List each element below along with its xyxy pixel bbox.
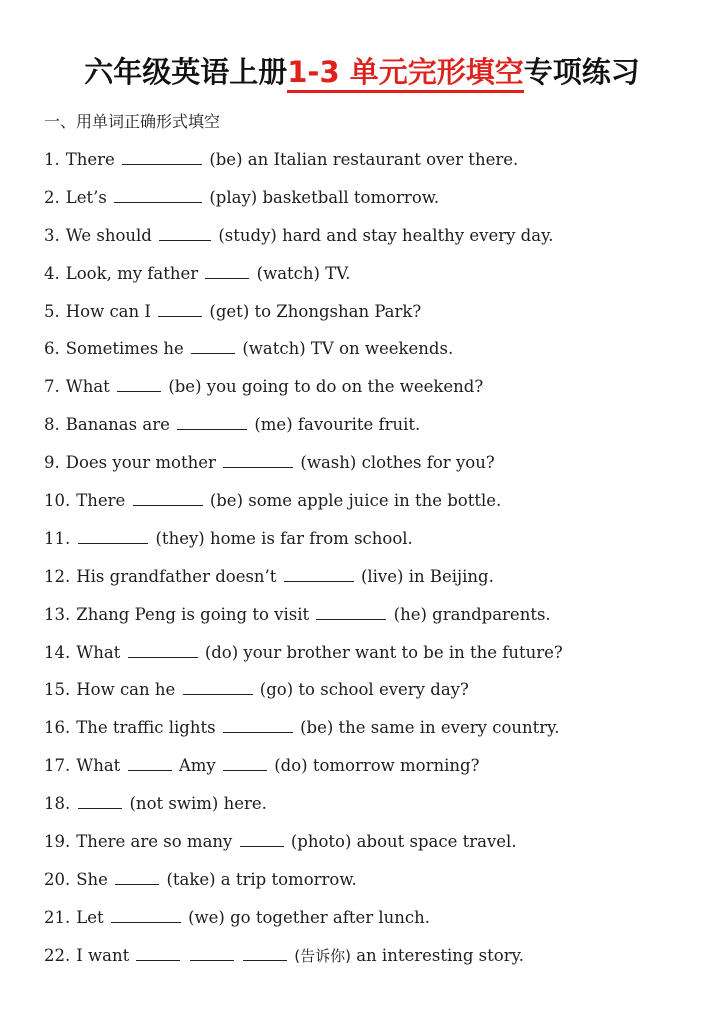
item-number: 10. (44, 491, 71, 511)
answer-blank[interactable] (158, 298, 202, 317)
item-number: 13. (44, 604, 71, 624)
exercise-item (44, 601, 704, 639)
answer-blank[interactable] (159, 222, 211, 241)
exercise-item (44, 828, 704, 866)
item-number: 19. (44, 832, 71, 852)
exercise-item (44, 752, 704, 790)
exercise-item (44, 411, 704, 449)
exercise-item (44, 639, 704, 677)
item-prefix: His grandfather doesn’t (76, 566, 277, 586)
answer-blank[interactable] (122, 146, 202, 165)
item-number: 21. (44, 907, 71, 927)
item-prefix: She (76, 869, 108, 889)
answer-blank[interactable] (128, 752, 172, 771)
answer-blank[interactable] (133, 487, 203, 506)
exercise-item (44, 335, 704, 373)
page-title (0, 52, 724, 92)
section-heading: 一、用单词正确形式填空 (44, 112, 221, 131)
exercise-item (44, 676, 704, 714)
exercise-item (44, 260, 704, 298)
item-prefix: There are so many (76, 832, 233, 852)
exercise-item (44, 373, 704, 411)
item-hint: (be) some apple juice in the bottle. (209, 491, 502, 511)
answer-blank[interactable] (128, 639, 198, 658)
item-number: 5. (44, 301, 60, 321)
item-hint: (photo) about space travel. (290, 832, 517, 852)
item-hint: (take) a trip tomorrow. (166, 869, 357, 889)
exercise-item (44, 790, 704, 828)
item-hint: (watch) TV on weekends. (242, 339, 454, 359)
item-number: 20. (44, 869, 71, 889)
item-prefix: Bananas are (65, 415, 170, 435)
exercise-item (44, 222, 704, 260)
exercise-item (44, 942, 704, 980)
item-number: 17. (44, 756, 71, 776)
item-prefix: Zhang Peng is going to visit (76, 604, 310, 624)
item-prefix: How can he (76, 680, 176, 700)
title-part2: 专项练习 (523, 55, 640, 89)
answer-blank[interactable] (78, 525, 148, 544)
item-cn-hint: (告诉你) (294, 946, 351, 965)
item-prefix: Let’s (65, 187, 107, 207)
item-number: 8. (44, 415, 60, 435)
item-prefix: Let (76, 907, 104, 927)
item-prefix: Look, my father (65, 263, 199, 283)
answer-blank[interactable] (223, 752, 267, 771)
item-prefix: I want (76, 945, 130, 965)
item-hint: (live) in Beijing. (360, 566, 494, 586)
answer-blank[interactable] (136, 942, 180, 961)
item-middle: Amy (178, 756, 216, 776)
item-number: 9. (44, 453, 60, 473)
item-number: 2. (44, 187, 60, 207)
item-prefix: How can I (65, 301, 151, 321)
answer-blank[interactable] (115, 866, 159, 885)
item-number: 6. (44, 339, 60, 359)
answer-blank[interactable] (111, 904, 181, 923)
item-number: 7. (44, 377, 60, 397)
exercise-item (44, 563, 704, 601)
exercise-item (44, 146, 704, 184)
exercise-item (44, 525, 704, 563)
item-number: 16. (44, 718, 71, 738)
exercise-item (44, 298, 704, 336)
item-number: 14. (44, 642, 71, 662)
answer-blank[interactable] (223, 714, 293, 733)
item-number: 15. (44, 680, 71, 700)
answer-blank[interactable] (117, 373, 161, 392)
exercise-item (44, 449, 704, 487)
item-hint: (play) basketball tomorrow. (209, 187, 440, 207)
answer-blank[interactable] (177, 411, 247, 430)
item-hint: (do) your brother want to be in the future? (204, 642, 563, 662)
item-number: 11. (44, 528, 71, 548)
exercise-item (44, 184, 704, 222)
item-hint: (me) favourite fruit. (254, 415, 421, 435)
item-number: 22. (44, 945, 71, 965)
item-hint: (they) home is far from school. (155, 528, 413, 548)
item-hint: (be) you going to do on the weekend? (168, 377, 484, 397)
item-hint: (be) an Italian restaurant over there. (209, 150, 519, 169)
answer-blank[interactable] (114, 184, 202, 203)
item-prefix: Sometimes he (65, 339, 184, 359)
title-highlight: 1-3 单元完形填空 (287, 55, 524, 93)
exercise-item (44, 866, 704, 904)
answer-blank[interactable] (243, 942, 287, 961)
item-number: 12. (44, 566, 71, 586)
item-hint: (we) go together after lunch. (188, 907, 431, 927)
answer-blank[interactable] (240, 828, 284, 847)
item-hint: (not swim) here. (129, 794, 267, 814)
item-prefix: There (65, 150, 115, 169)
item-hint: (watch) TV. (256, 263, 351, 283)
item-prefix: What (76, 756, 121, 776)
answer-blank[interactable] (205, 260, 249, 279)
answer-blank[interactable] (190, 942, 234, 961)
item-number: 18. (44, 794, 71, 814)
item-hint: (get) to Zhongshan Park? (209, 301, 422, 321)
item-prefix: We should (65, 225, 152, 245)
item-prefix: Does your mother (65, 453, 216, 473)
item-hint: (do) tomorrow morning? (274, 756, 480, 776)
exercise-item (44, 904, 704, 942)
item-hint: (wash) clothes for you? (300, 453, 495, 473)
item-number: 1. (44, 150, 60, 169)
item-hint: (study) hard and stay healthy every day. (218, 225, 554, 245)
title-part1: 六年级英语上册 (84, 55, 288, 89)
answer-blank[interactable] (316, 601, 386, 620)
answer-blank[interactable] (191, 335, 235, 354)
exercise-item (44, 487, 704, 525)
item-prefix: What (76, 642, 121, 662)
item-number: 4. (44, 263, 60, 283)
exercise-item (44, 714, 704, 752)
item-hint: (go) to school every day? (259, 680, 469, 700)
item-number: 3. (44, 225, 60, 245)
answer-blank[interactable] (284, 563, 354, 582)
item-hint: an interesting story. (356, 945, 524, 965)
item-prefix: What (65, 377, 110, 397)
item-hint: (he) grandparents. (393, 604, 551, 624)
item-prefix: There (76, 491, 126, 511)
exercise-list (44, 146, 704, 980)
answer-blank[interactable] (78, 790, 122, 809)
answer-blank[interactable] (183, 676, 253, 695)
item-hint: (be) the same in every country. (300, 718, 560, 738)
answer-blank[interactable] (223, 449, 293, 468)
item-prefix: The traffic lights (76, 718, 216, 738)
